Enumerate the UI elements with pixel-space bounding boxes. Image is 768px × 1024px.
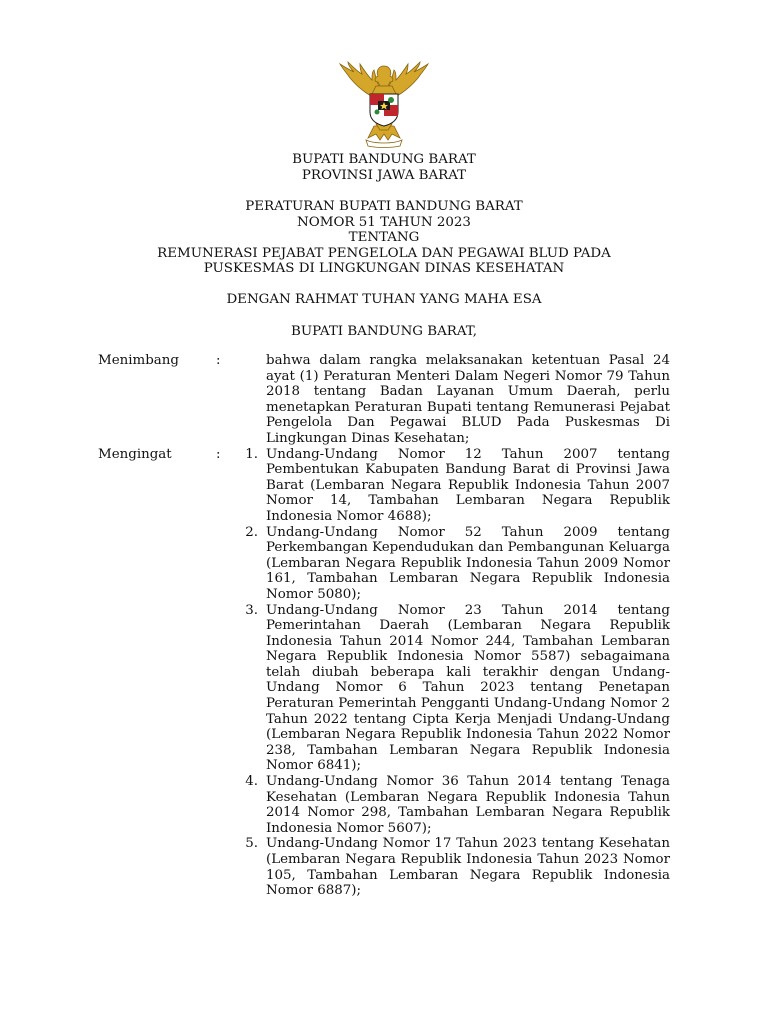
menimbang-section xyxy=(98,353,670,447)
title-line-3: TENTANG xyxy=(348,230,420,246)
title-line-5: PUSKESMAS DI LINGKUNGAN DINAS KESEHATAN xyxy=(203,261,565,277)
menimbang-colon: : xyxy=(216,353,221,368)
mengingat-colon: : xyxy=(216,446,221,462)
list-item-text: Undang-Undang Nomor 17 Tahun 2023 tentang Kesehatan (Lembaran Negara Republik Indonesia Tahun 2023 Nomor 105, Tambahan Lembaran Negara Republik Indonesia Nomor 6887); xyxy=(266,836,670,899)
list-item-number: 1. xyxy=(245,446,258,462)
title-line-1: PERATURAN BUPATI BANDUNG BARAT xyxy=(245,199,523,214)
list-item-text: Undang-Undang Nomor 12 Tahun 2007 tentang Pembentukan Kabupaten Bandung Barat di Provinsi Jawa Barat (Lembaran Negara Republik Indonesia Tahun 2007 Nomor 14, Tambahan Lembaran Negara Republik Indonesia Nomor 4688); xyxy=(266,446,670,524)
list-item-number: 4. xyxy=(245,774,258,790)
list-item xyxy=(98,603,670,775)
issuer-line-2: PROVINSI JAWA BARAT xyxy=(301,167,467,183)
mengingat-label: Mengingat xyxy=(98,446,172,462)
document-body xyxy=(98,353,670,899)
invocation: DENGAN RAHMAT TUHAN YANG MAHA ESA xyxy=(226,292,542,307)
signatory: BUPATI BANDUNG BARAT, xyxy=(291,324,477,339)
garuda-emblem-icon xyxy=(336,60,432,148)
issuer-heading xyxy=(0,152,768,183)
list-item xyxy=(98,774,670,836)
list-item-number: 3. xyxy=(245,602,258,618)
list-item xyxy=(98,447,670,525)
list-item xyxy=(98,525,670,603)
title-line-2: NOMOR 51 TAHUN 2023 xyxy=(297,214,471,230)
menimbang-text: bahwa dalam rangka melaksanakan ketentuan Pasal 24 ayat (1) Peraturan Menteri Dalam Negeri Nomor 79 Tahun 2018 tentang Badan Layanan Umum Daerah, perlu menetapkan Peraturan Bupati tentang Remunerasi Pejabat Pengelola Dan Pegawai BLUD Pada Puskesmas Di Lingkungan Dinas Kesehatan; xyxy=(266,353,670,446)
mengingat-section xyxy=(98,447,670,899)
list-item-text: Undang-Undang Nomor 23 Tahun 2014 tentang Pemerintahan Daerah (Lembaran Negara Republik Indonesia Tahun 2014 Nomor 244, Tambahan Lembaran Negara Republik Indonesia Nomor 5587) sebagaimana telah diubah beberapa kali terakhir dengan Undang-Undang Nomor 6 Tahun 2023 tentang Penetapan Peraturan Pemerintah Pengganti Undang-Undang Nomor 2 Tahun 2022 tentang Cipta Kerja Menjadi Undang-Undang (Lembaran Negara Republik Indonesia Tahun 2022 Nomor 238, Tambahan Lembaran Negara Republik Indonesia Nomor 6841); xyxy=(266,602,670,774)
list-item-number: 2. xyxy=(245,524,258,540)
regulation-title xyxy=(0,199,768,277)
issuer-line-1: BUPATI BANDUNG BARAT xyxy=(292,152,476,167)
list-item-number: 5. xyxy=(245,836,258,852)
list-item xyxy=(98,836,670,898)
list-item-text: Undang-Undang Nomor 36 Tahun 2014 tentang Tenaga Kesehatan (Lembaran Negara Republik Indonesia Tahun 2014 Nomor 298, Tambahan Lembaran Negara Republik Indonesia Nomor 5607); xyxy=(266,774,670,836)
mengingat-list xyxy=(98,447,670,899)
list-item-text: Undang-Undang Nomor 52 Tahun 2009 tentang Perkembangan Kependudukan dan Pembangunan Keluarga (Lembaran Negara Republik Indonesia Tahun 2009 Nomor 161, Tambahan Lembaran Negara Republik Indonesia Nomor 5080); xyxy=(266,524,670,602)
menimbang-label: Menimbang xyxy=(98,353,179,368)
title-line-4: REMUNERASI PEJABAT PENGELOLA DAN PEGAWAI BLUD PADA xyxy=(157,245,611,261)
